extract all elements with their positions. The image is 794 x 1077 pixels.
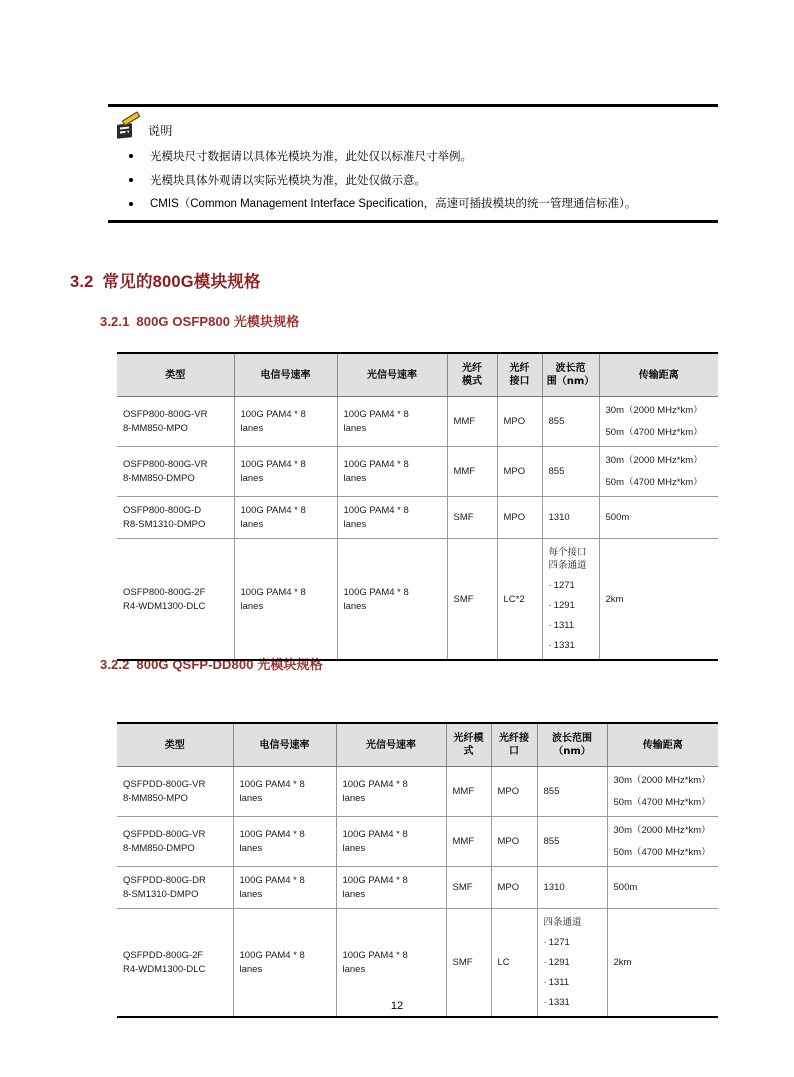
bullet-icon: [129, 154, 133, 158]
note-item-text: 光模块尺寸数据请以具体光模块为准，此处仅以标准尺寸举例。: [150, 149, 472, 163]
cell-line: lanes: [343, 600, 367, 612]
wave-head-line: 四条通道: [548, 560, 587, 571]
col-header-line: 光纤: [462, 363, 482, 374]
cell-fiber-mode: SMF: [446, 867, 491, 909]
cell-line: 30m（2000 MHz*km）: [613, 775, 711, 786]
col-header-line: 式: [463, 746, 474, 757]
wave-item: [549, 579, 593, 592]
cell-electrical-rate: [233, 867, 336, 909]
cell-optical-rate: [337, 397, 447, 447]
wave-bullet-icon: ·: [548, 620, 552, 631]
cell-type: [117, 767, 233, 817]
cell-type: [117, 497, 234, 539]
qsfpdd800-spec-table-wrapper: [117, 722, 718, 1018]
cell-electrical-rate: [234, 397, 337, 447]
cell-fiber-interface: MPO: [497, 497, 542, 539]
cell-line: 50m（4700 MHz*km）: [605, 427, 703, 438]
col-header-line: 波长范: [555, 363, 586, 374]
cell-wavelength: 855: [537, 767, 607, 817]
note-list-item: [108, 197, 718, 212]
cell-fiber-mode: MMF: [446, 767, 491, 817]
wave-value: 1311: [548, 977, 570, 988]
cell-optical-rate: [336, 817, 446, 867]
cell-electrical-rate: [234, 539, 337, 661]
wave-head-line: 每个接口: [548, 547, 587, 558]
bullet-icon: [129, 178, 133, 182]
col-header-line: 模式: [462, 376, 482, 387]
cell-line: 8-MM850-MPO: [123, 423, 188, 434]
col-header-type: 类型: [117, 353, 234, 397]
cell-line: 50m（4700 MHz*km）: [613, 847, 711, 858]
cell-line: lanes: [343, 519, 367, 530]
cell-fiber-interface: LC: [491, 909, 537, 1018]
cell-electrical-rate: [234, 447, 337, 497]
table-row: [117, 539, 718, 661]
col-header-optical-rate: 光信号速率: [337, 353, 447, 397]
cell-line: 100G PAM4 * 8: [239, 779, 305, 790]
wave-bullet-icon: ·: [548, 640, 552, 651]
col-header-line: 光纤: [509, 363, 530, 374]
wave-value: 1311: [553, 620, 575, 631]
cell-line: 100G PAM4 * 8: [342, 950, 408, 961]
wave-item: [544, 956, 601, 969]
cell-line: 100G PAM4 * 8: [342, 875, 408, 886]
wave-item: [549, 639, 593, 652]
wave-bullet-icon: ·: [543, 957, 547, 968]
cell-electrical-rate: [234, 497, 337, 539]
cell-electrical-rate: [233, 817, 336, 867]
cell-distance: 500m: [599, 497, 718, 539]
cell-line: lanes: [240, 423, 264, 434]
cell-line: 100G PAM4 * 8: [343, 459, 409, 470]
cell-type: [117, 867, 233, 909]
cell-line: 100G PAM4 * 8: [343, 586, 409, 598]
table-row: [117, 767, 718, 817]
cell-line: 100G PAM4 * 8: [240, 459, 306, 470]
cell-distance: [607, 817, 718, 867]
note-item-text: CMIS（Common Management Interface Specification，高速可插拔模块的统一管理通信标准）。: [150, 198, 637, 210]
cell-line: 100G PAM4 * 8: [239, 875, 305, 886]
cell-fiber-mode: SMF: [446, 909, 491, 1018]
cell-optical-rate: [337, 497, 447, 539]
cell-fiber-mode: MMF: [446, 817, 491, 867]
cell-line: lanes: [240, 600, 264, 612]
cell-line: 30m（2000 MHz*km）: [605, 405, 703, 416]
wave-value: 1291: [553, 600, 575, 611]
cell-line: 30m（2000 MHz*km）: [613, 825, 711, 836]
table-header-row: [117, 353, 718, 397]
cell-line: QSFPDD-800G-DR: [123, 875, 206, 886]
subsection-heading-3-2-1: [100, 311, 299, 330]
wave-value: 1331: [548, 997, 570, 1008]
cell-line: R8-SM1310-DMPO: [123, 519, 206, 530]
note-pencil-icon: [116, 119, 144, 141]
cell-line: lanes: [240, 519, 264, 530]
subsection-title: 800G QSFP-DD800 光模块规格: [136, 657, 323, 672]
cell-line: lanes: [239, 793, 263, 804]
cell-type: [117, 447, 234, 497]
cell-electrical-rate: [233, 767, 336, 817]
wave-value: 1271: [548, 937, 570, 948]
col-header-optical-rate: 光信号速率: [336, 723, 446, 767]
table-row: [117, 817, 718, 867]
cell-line: lanes: [239, 889, 263, 900]
cell-line: R4-WDM1300-DLC: [123, 600, 206, 612]
col-header-line: 接口: [509, 376, 530, 387]
cell-optical-rate: [336, 867, 446, 909]
wave-value: 1271: [553, 580, 575, 591]
cell-type: [117, 397, 234, 447]
cell-line: lanes: [239, 964, 263, 975]
wave-value: 1291: [548, 957, 570, 968]
cell-distance: [607, 767, 718, 817]
col-header-distance: 传输距离: [607, 723, 718, 767]
cell-line: 100G PAM4 * 8: [342, 779, 408, 790]
cell-line: 8-MM850-DMPO: [123, 843, 195, 854]
table-row: [117, 447, 718, 497]
cell-distance: 2km: [607, 909, 718, 1018]
cell-wavelength: 855: [537, 817, 607, 867]
cell-line: lanes: [343, 423, 367, 434]
cell-line: 100G PAM4 * 8: [240, 586, 306, 598]
wave-item: [544, 976, 601, 989]
col-header-electrical-rate: 电信号速率: [234, 353, 337, 397]
osfp800-spec-table-wrapper: [117, 352, 718, 661]
col-header-line: 口: [509, 746, 519, 757]
cell-fiber-interface: MPO: [497, 397, 542, 447]
cell-optical-rate: [336, 767, 446, 817]
cell-line: 50m（4700 MHz*km）: [613, 797, 711, 808]
note-header: [116, 117, 718, 143]
cell-fiber-interface: MPO: [491, 867, 537, 909]
wave-item: [549, 599, 593, 612]
cell-fiber-mode: MMF: [447, 447, 497, 497]
cell-line: 8-MM850-MPO: [123, 793, 188, 804]
cell-fiber-mode: SMF: [447, 539, 497, 661]
cell-line: lanes: [240, 473, 264, 484]
cell-line: lanes: [343, 473, 367, 484]
wave-item: [549, 619, 593, 632]
cell-fiber-interface: MPO: [491, 767, 537, 817]
cell-line: R4-WDM1300-DLC: [123, 964, 206, 975]
wave-value: 1331: [553, 640, 575, 651]
cell-wavelength: 1310: [537, 867, 607, 909]
col-header-distance: 传输距离: [599, 353, 718, 397]
table-header-row: [117, 723, 718, 767]
cell-wavelength: 1310: [542, 497, 599, 539]
cell-distance: 500m: [607, 867, 718, 909]
section-number: 3.2: [70, 273, 94, 291]
cell-line: OSFP800-800G-2F: [123, 586, 206, 598]
page-number: 12: [390, 1000, 404, 1012]
cell-line: lanes: [342, 964, 366, 975]
cell-line: 100G PAM4 * 8: [343, 409, 409, 420]
bullet-icon: [129, 202, 133, 206]
col-header-wavelength: [537, 723, 607, 767]
note-title: 说明: [148, 123, 173, 138]
cell-line: 50m（4700 MHz*km）: [605, 477, 703, 488]
wave-bullet-icon: ·: [548, 600, 552, 611]
col-header-fiber-interface: [491, 723, 537, 767]
cell-line: 100G PAM4 * 8: [342, 829, 408, 840]
cell-line: QSFPDD-800G-VR: [123, 779, 206, 790]
cell-line: lanes: [342, 843, 366, 854]
cell-optical-rate: [337, 447, 447, 497]
col-header-line: 光纤接: [499, 733, 529, 744]
table-row: [117, 397, 718, 447]
cell-line: QSFPDD-800G-VR: [123, 829, 206, 840]
cell-fiber-mode: MMF: [447, 397, 497, 447]
note-item-text: 光模块具体外观请以实际光模块为准，此处仅做示意。: [150, 173, 426, 187]
cell-wavelength-channels: [542, 539, 599, 661]
wave-bullet-icon: ·: [543, 977, 547, 988]
cell-line: OSFP800-800G-D: [123, 505, 202, 516]
cell-fiber-mode: SMF: [447, 497, 497, 539]
qsfpdd800-spec-table: [117, 722, 718, 1018]
col-header-line: 波长范围: [552, 733, 592, 744]
cell-distance: 2km: [599, 539, 718, 661]
cell-fiber-interface: MPO: [491, 817, 537, 867]
cell-line: OSFP800-800G-VR: [123, 459, 208, 470]
col-header-wavelength: [542, 353, 599, 397]
note-list-item: [108, 149, 718, 164]
cell-fiber-interface: LC*2: [497, 539, 542, 661]
cell-distance: [599, 447, 718, 497]
cell-line: 100G PAM4 * 8: [239, 950, 305, 961]
col-header-fiber-mode: [446, 723, 491, 767]
note-callout: [108, 104, 718, 223]
cell-line: lanes: [239, 843, 263, 854]
cell-wavelength: 855: [542, 397, 599, 447]
cell-wavelength: 855: [542, 447, 599, 497]
wave-item: [544, 936, 601, 949]
col-header-electrical-rate: 电信号速率: [233, 723, 336, 767]
wave-bullet-icon: ·: [543, 997, 547, 1008]
cell-optical-rate: [337, 539, 447, 661]
col-header-line: 围（nm）: [546, 376, 595, 387]
col-header-type: 类型: [117, 723, 233, 767]
section-title: 常见的800G模块规格: [102, 273, 261, 291]
section-heading-3-2: [70, 268, 261, 292]
cell-line: 100G PAM4 * 8: [240, 505, 306, 516]
table-row: [117, 867, 718, 909]
cell-line: 100G PAM4 * 8: [343, 505, 409, 516]
cell-type: [117, 539, 234, 661]
subsection-number: 3.2.2: [100, 657, 130, 672]
cell-line: QSFPDD-800G-2F: [123, 950, 204, 961]
cell-line: 30m（2000 MHz*km）: [605, 455, 703, 466]
note-list-item: [108, 173, 718, 188]
cell-type: [117, 817, 233, 867]
cell-fiber-interface: MPO: [497, 447, 542, 497]
cell-line: 8-SM1310-DMPO: [123, 889, 199, 900]
cell-distance: [599, 397, 718, 447]
col-header-line: （nm）: [553, 746, 591, 757]
table-row: [117, 497, 718, 539]
cell-line: lanes: [342, 793, 366, 804]
osfp800-spec-table: [117, 352, 718, 661]
subsection-title: 800G OSFP800 光模块规格: [136, 314, 300, 329]
cell-line: 100G PAM4 * 8: [239, 829, 305, 840]
wave-bullet-icon: ·: [548, 580, 552, 591]
cell-line: OSFP800-800G-VR: [123, 409, 208, 420]
note-bullet-list: [108, 149, 718, 212]
wave-bullet-icon: ·: [543, 937, 547, 948]
cell-line: 8-MM850-DMPO: [123, 473, 195, 484]
col-header-fiber-mode: [447, 353, 497, 397]
cell-line: 100G PAM4 * 8: [240, 409, 306, 420]
subsection-number: 3.2.1: [100, 314, 130, 329]
cell-line: lanes: [342, 889, 366, 900]
col-header-fiber-interface: [497, 353, 542, 397]
col-header-line: 光纤模: [453, 733, 484, 744]
wave-head-line: 四条通道: [543, 917, 582, 928]
